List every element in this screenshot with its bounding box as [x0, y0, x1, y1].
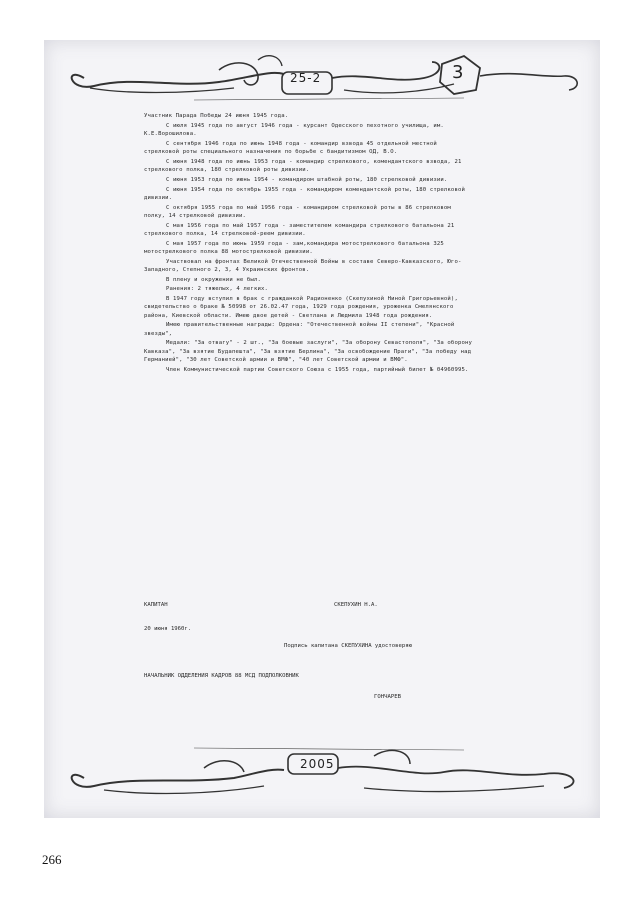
text-line: Участвовал на фронтах Великой Отечественной Войны в составе Северо-Кавказского, Юго-Западного, Степного 2, 3, 4 Украинских фронтов.: [144, 258, 462, 273]
chief-title: НАЧАЛЬНИК ОДДЕЛЕНИЯ КАДРОВ 88 МСД ПОДПОЛКОВНИК: [144, 673, 299, 679]
scanned-document: [44, 40, 600, 818]
signature-date: 20 июня 1960г.: [144, 626, 192, 632]
certification-line: Подпись капитана СКЕПУХИНА удостоверяю: [284, 643, 412, 649]
signature-rank: КАПИТАН: [144, 602, 168, 608]
text-line: С июня 1954 года по октябрь 1955 года - командиром комендантской роты, 180 стрелковой дивизии.: [144, 186, 466, 201]
text-line: Участник Парада Победы 24 июня 1945 года.: [144, 113, 289, 119]
text-line: С мая 1957 года по июнь 1959 года - зам,командира мотострелкового батальона 325 мотострелкового полка 88 мотострелковой дивизии.: [144, 240, 444, 255]
text-line: С октября 1955 года по май 1956 года - командиром стрелковой роты в 86 стрелковом полку, 14 стрелковой дивизии.: [144, 204, 451, 219]
text-line: С мая 1956 года по май 1957 года - заместителем командира стрелкового батальона 21 стрелкового полка, 14 стрелковой-реем дивизии.: [144, 222, 455, 237]
header-ornament: [44, 48, 600, 112]
text-line: Медали: "За отвагу" - 2 шт., "За боевые заслуги", "За оборону Севастополя", "За оборону Кавказа", "За взятие Будапешта", "За взятие Берлина", "За освобождение Праги", "За победу над Германией", "30 лет Советской армии и ВМФ", "40 лет Советской армии и ВМФ".: [144, 340, 473, 363]
footer-year-badge: 2005: [300, 757, 335, 771]
typed-text-body: [144, 112, 474, 375]
header-badge-right: 3: [452, 62, 464, 83]
page-number: 266: [42, 852, 62, 867]
text-line: Член Коммунистической партии Советского Союза с 1955 года, партийный билет № 04960995.: [166, 366, 469, 373]
text-line: С сентября 1946 года по июнь 1948 года - командир взвода 45 отдельной местной стрелковой роты специального назначения по борьбе с бандитизмом ОД, В.О.: [144, 140, 437, 155]
text-line: Имею правительственные награды: Ордена: "Отечественной войны II степени", "Красной звезды",: [144, 322, 455, 337]
text-line: В 1947 году вступил в брак с гражданкой Радионенко (Скепухиной Ниной Григорьевной), свидетельство о браке № 50998 от 26.02.47 года, 1929 года рождения, уроженка Смелянского района, Киевской области. Имею двое детей - Светлана и Людмила 1948 года рождения.: [144, 296, 458, 319]
text-line: С июня 1948 года по июнь 1953 года - командир стрелкового, комендантского взвода, 21 стрелкового полка, 180 стрелковой роты дивизии.: [144, 158, 462, 173]
text-line: В плену и окружении не был.: [166, 276, 261, 283]
signature-name: СКЕПУХИН Н.А.: [334, 602, 378, 608]
text-line: С июля 1945 года по август 1946 года - курсант Одесского пехотного училища, им. К.Е.Ворошилова.: [144, 122, 444, 137]
text-line: Ранения: 2 тяжелых, 4 легких.: [166, 286, 269, 293]
chief-name: ГОНЧАРЕВ: [374, 694, 401, 700]
header-badge-left: 25-2: [290, 71, 322, 85]
text-line: С июня 1953 года по июнь 1954 - командиром штабной роты, 180 стрелковой дивизии.: [166, 176, 448, 183]
